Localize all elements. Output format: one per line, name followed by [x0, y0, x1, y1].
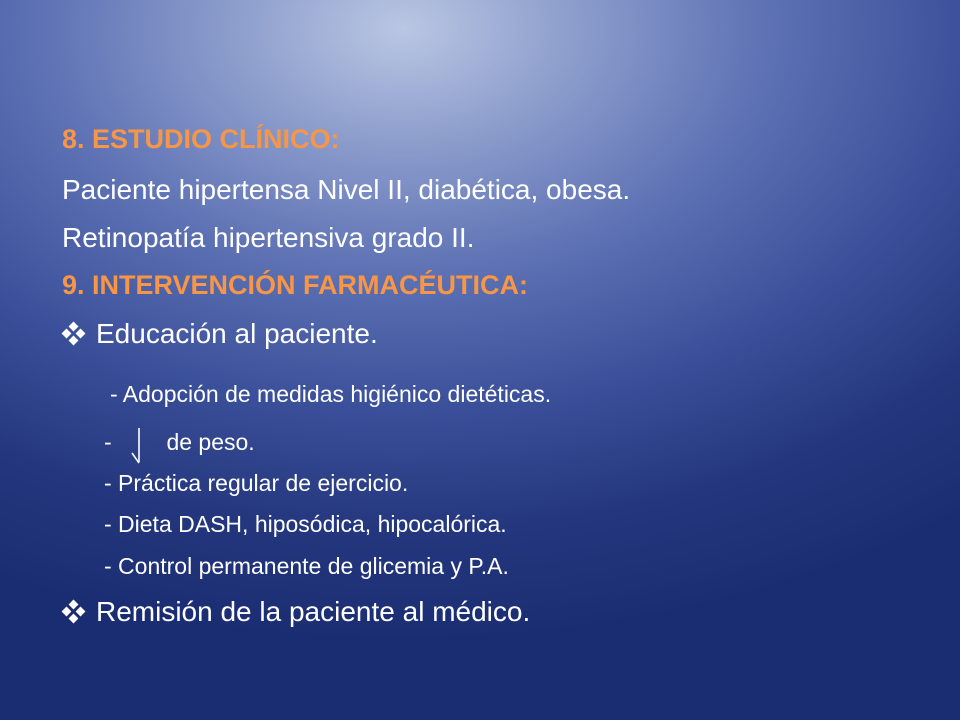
sub-item-weight	[104, 426, 255, 462]
clinical-line-2: Retinopatía hipertensiva grado II.	[62, 222, 475, 253]
section-9-heading: 9. INTERVENCIÓN FARMACÉUTICA:	[62, 270, 529, 300]
sub-item-weight-dash: -	[104, 429, 112, 456]
sub-item-weight-label: de peso.	[166, 429, 255, 456]
diamond-bullet-icon	[62, 322, 86, 346]
down-arrow-icon	[124, 426, 154, 462]
bullet-label-education: Educación al paciente.	[96, 318, 378, 349]
sub-item-control: - Control permanente de glicemia y P.A.	[104, 553, 509, 579]
bullet-item-education	[62, 318, 378, 350]
clinical-line-1: Paciente hipertensa Nivel II, diabética, obesa.	[62, 174, 631, 205]
bullet-item-referral	[62, 596, 530, 628]
section-8-heading: 8. ESTUDIO CLÍNICO:	[62, 124, 340, 154]
sub-item-exercise: - Práctica regular de ejercicio.	[104, 470, 409, 496]
sub-item-hygiene: - Adopción de medidas higiénico dietéticas.	[110, 381, 552, 407]
bullet-label-referral: Remisión de la paciente al médico.	[96, 596, 531, 627]
diamond-bullet-icon	[62, 600, 86, 624]
sub-item-diet: - Dieta DASH, hiposódica, hipocalórica.	[104, 511, 507, 537]
